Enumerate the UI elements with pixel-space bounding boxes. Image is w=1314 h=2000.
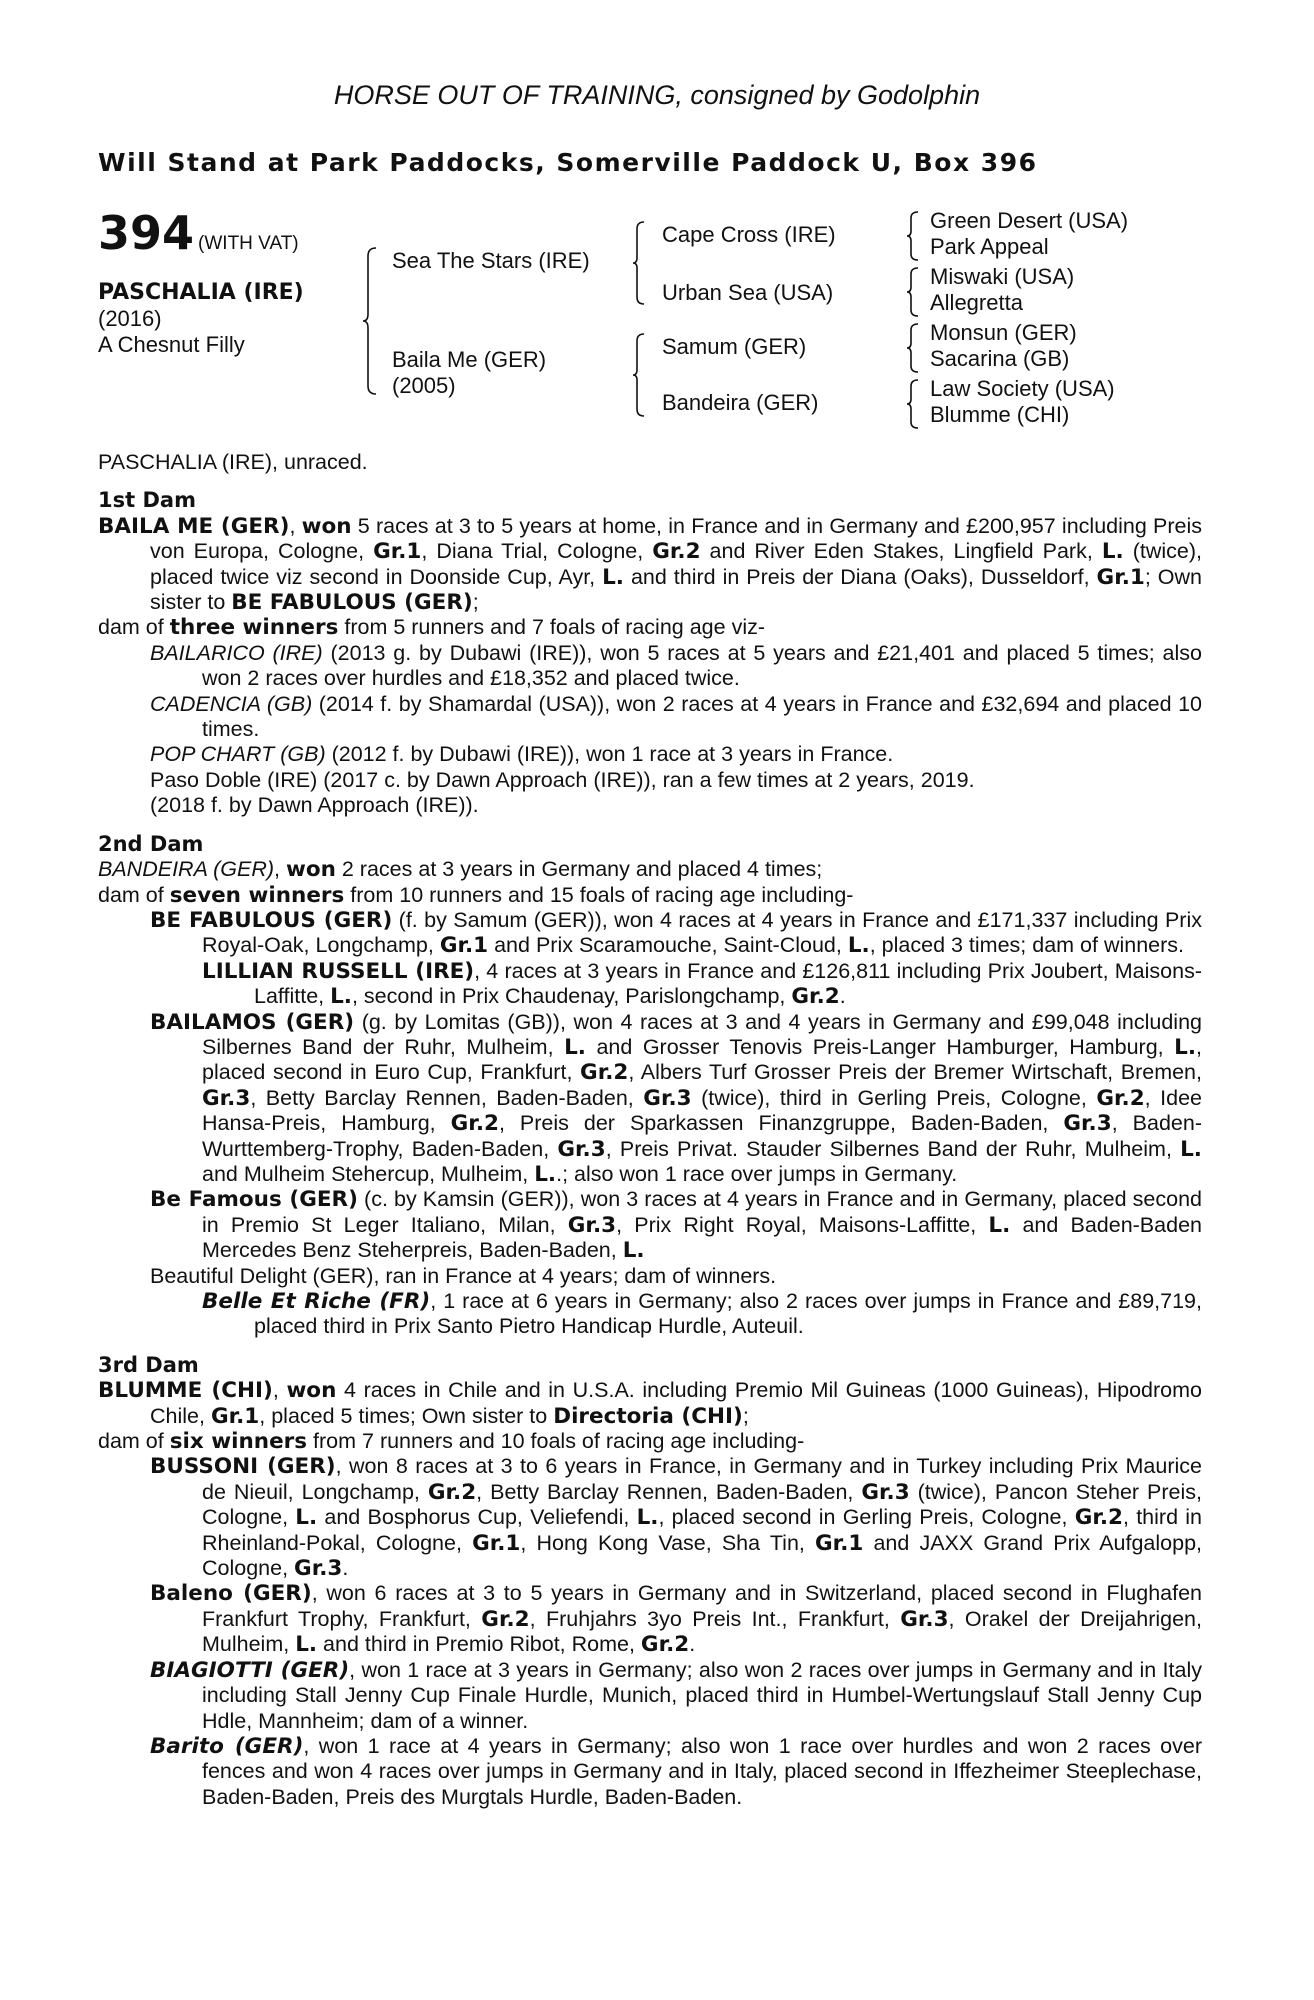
pedigree-g3: Miswaki (USA) bbox=[930, 264, 1075, 289]
third-dam-heading: 3rd Dam bbox=[98, 1352, 199, 1377]
offspring-barito: Barito (GER), won 1 race at 4 years in Germany; also won 1 race over hurdles and won 2 races over fences and won 4 races over jumps in Germany and in Italy, placed second in Iffezheimer Steeplechase, Baden-Baden, Preis des Murgtals Hurdle, Baden-Baden. bbox=[150, 1733, 1202, 1809]
offspring-paso-doble: Paso Doble (IRE) (2017 c. by Dawn Approach (IRE)), ran a few times at 2 years, 2019. bbox=[150, 767, 975, 792]
sibling-bailamos: BAILAMOS (GER) (g. by Lomitas (GB)), won 4 races at 3 and 4 years in Germany and £99,048 including Silbernes Band der Ruhr, Mulheim, L. and Grosser Tenovis Preis-Langer Hamburger, Hamburg, L., placed second in Euro Cup, Frankfurt, Gr.2, Albers Turf Grosser Preis der Bremer Wirtschaft, Bremen, Gr.3, Betty Barclay Rennen, Baden-Baden, Gr.3 (twice), third in Gerling Preis, Cologne, Gr.2, Idee Hansa-Preis, Hamburg, Gr.2, Preis der Sparkassen Finanzgruppe, Baden-Baden, Gr.3, Baden-Wurttemberg-Trophy, Baden-Baden, Gr.3, Preis Privat. Stauder Silbernes Band der Ruhr, Mulheim, L. and Mulheim Stehercup, Mulheim, L..; also won 1 race over jumps in Germany. bbox=[150, 1009, 1203, 1187]
horse-description: A Chesnut Filly bbox=[98, 332, 245, 357]
sibling-be-fabulous: BE FABULOUS (GER) (f. by Samum (GER)), won 4 races at 4 years in France and £171,337 including Prix Royal-Oak, Longchamp, Gr.1 and Prix Scaramouche, Saint-Cloud, L., placed 3 times; dam of winners. bbox=[150, 907, 1202, 959]
pedigree-sire-sire: Cape Cross (IRE) bbox=[662, 222, 836, 247]
grandoffspring-lillian-russell: LILLIAN RUSSELL (IRE), 4 races at 3 years in France and £126,811 including Prix Joubert, Maisons-Laffitte, L., second in Prix Chaudenay, Parislongchamp, Gr.2. bbox=[202, 958, 1202, 1010]
offspring-baleno: Baleno (GER), won 6 races at 3 to 5 years in Germany and in Switzerland, placed second in Flughafen Frankfurt Trophy, Frankfurt, Gr.2, Fruhjahrs 3yo Preis Int., Frankfurt, Gr.3, Orakel der Dreijahrigen, Mulheim, L. and third in Premio Ribot, Rome, Gr.2. bbox=[150, 1581, 1203, 1658]
second-dam-heading: 2nd Dam bbox=[98, 831, 204, 856]
pedigree-sire: Sea The Stars (IRE) bbox=[392, 248, 590, 273]
offspring-bussoni: BUSSONI (GER), won 8 races at 3 to 6 years in France, in Germany and in Turkey including Prix Maurice de Nieuil, Longchamp, Gr.2, Betty Barclay Rennen, Baden-Baden, Gr.3 (twice), Pancon Steher Preis, Cologne, L. and Bosphorus Cup, Veliefendi, L., placed second in Gerling Preis, Cologne, Gr.2, third in Rheinland-Pokal, Cologne, Gr.1, Hong Kong Vase, Sha Tin, Gr.1 and JAXX Grand Prix Aufgalopp, Cologne, Gr.3. bbox=[150, 1454, 1203, 1582]
pedigree-dam-sire: Samum (GER) bbox=[662, 334, 807, 359]
pedigree-bracket-g3 bbox=[906, 322, 922, 374]
pedigree-dam-dam: Bandeira (GER) bbox=[662, 390, 819, 415]
pedigree-g7: Law Society (USA) bbox=[930, 376, 1115, 401]
offspring-bailarico: BAILARICO (IRE) (2013 g. by Dubawi (IRE)), won 5 races at 5 years and £21,401 and placed 5 times; also won 2 races over hurdles and £18,352 and placed twice. bbox=[150, 640, 1202, 691]
pedigree-bracket-g1 bbox=[906, 210, 922, 262]
vat-note: (WITH VAT) bbox=[198, 233, 299, 254]
pedigree-dam-year: (2005) bbox=[392, 373, 456, 398]
sibling-be-famous: Be Famous (GER) (c. by Kamsin (GER)), won 3 races at 4 years in France and in Germany, placed second in Premio St Leger Italiano, Milan, Gr.3, Prix Right Royal, Maisons-Laffitte, L. and Baden-Baden Mercedes Benz Steherpreis, Baden-Baden, L. bbox=[150, 1187, 1202, 1264]
pedigree-bracket-dam bbox=[632, 332, 648, 418]
pedigree-bracket-sire bbox=[632, 220, 648, 306]
consignment-note: HORSE OUT OF TRAINING, consigned by Godolphin bbox=[333, 80, 981, 110]
offspring-biagiotti: BIAGIOTTI (GER), won 1 race at 3 years in Germany; also won 2 races over jumps in Germany and in Italy including Stall Jenny Cup Finale Hurdle, Munich, placed third in Humbel-Wertungslauf Stall Jenny Cup Hdle, Mannheim; dam of a winner. bbox=[150, 1657, 1202, 1733]
third-dam-produce-summary: dam of six winners from 7 runners and 10 foals of racing age including- bbox=[98, 1429, 805, 1455]
sibling-beautiful-delight: Beautiful Delight (GER), ran in France at 4 years; dam of winners. bbox=[150, 1263, 777, 1288]
pedigree-g2: Park Appeal bbox=[930, 234, 1049, 259]
pedigree-bracket-g4 bbox=[906, 378, 922, 430]
pedigree-g1: Green Desert (USA) bbox=[930, 208, 1129, 233]
pedigree-sire-dam: Urban Sea (USA) bbox=[662, 280, 834, 305]
first-dam-heading: 1st Dam bbox=[98, 488, 196, 513]
first-dam-record: BAILA ME (GER), won 5 races at 3 to 5 years at home, in France and in Germany and £200,957 including Preis von Europa, Cologne, Gr.1, Diana Trial, Cologne, Gr.2 and River Eden Stakes, Lingfield Park, L. (twice), placed twice viz second in Doonside Cup, Ayr, L. and third in Preis der Diana (Oaks), Dusseldorf, Gr.1; Own sister to BE FABULOUS (GER); bbox=[98, 513, 1203, 616]
pedigree-g5: Monsun (GER) bbox=[930, 320, 1077, 345]
lot-number: 394 bbox=[98, 206, 195, 260]
second-dam-record: BANDEIRA (GER), won 2 races at 3 years in Germany and placed 4 times; bbox=[98, 857, 823, 883]
pedigree-g6: Sacarina (GB) bbox=[930, 346, 1070, 371]
third-dam-record: BLUMME (CHI), won 4 races in Chile and in U.S.A. including Premio Mil Guineas (1000 Guineas), Hipodromo Chile, Gr.1, placed 5 times; Own sister to Directoria (CHI); bbox=[98, 1378, 1202, 1429]
horse-name: PASCHALIA (IRE) bbox=[98, 280, 304, 305]
second-dam-produce-summary: dam of seven winners from 10 runners and 15 foals of racing age including- bbox=[98, 882, 854, 908]
pedigree-g4: Allegretta bbox=[930, 290, 1023, 315]
unraced-note: PASCHALIA (IRE), unraced. bbox=[98, 450, 368, 474]
catalogue-body bbox=[98, 450, 1202, 1810]
pedigree-bracket-main bbox=[362, 246, 382, 396]
stand-location: Will Stand at Park Paddocks, Somerville Paddock U, Box 396 bbox=[98, 148, 1038, 177]
offspring-2018-filly: (2018 f. by Dawn Approach (IRE)). bbox=[150, 793, 479, 818]
lot-header bbox=[98, 206, 299, 260]
pedigree-bracket-g2 bbox=[906, 266, 922, 318]
first-dam-produce-summary: dam of three winners from 5 runners and 7 foals of racing age viz- bbox=[98, 615, 766, 641]
grandoffspring-belle-et-riche: Belle Et Riche (FR), 1 race at 6 years in Germany; also 2 races over jumps in France and £89,719, placed third in Prix Santo Pietro Handicap Hurdle, Auteuil. bbox=[202, 1289, 1202, 1339]
offspring-cadencia: CADENCIA (GB) (2014 f. by Shamardal (USA)), won 2 races at 4 years in France and £32,694 and placed 10 times. bbox=[150, 691, 1202, 742]
pedigree-g8: Blumme (CHI) bbox=[930, 402, 1070, 427]
offspring-pop-chart: POP CHART (GB) (2012 f. by Dubawi (IRE)), won 1 race at 3 years in France. bbox=[150, 742, 894, 767]
horse-year: (2016) bbox=[98, 306, 162, 331]
pedigree-dam: Baila Me (GER) bbox=[392, 347, 547, 372]
